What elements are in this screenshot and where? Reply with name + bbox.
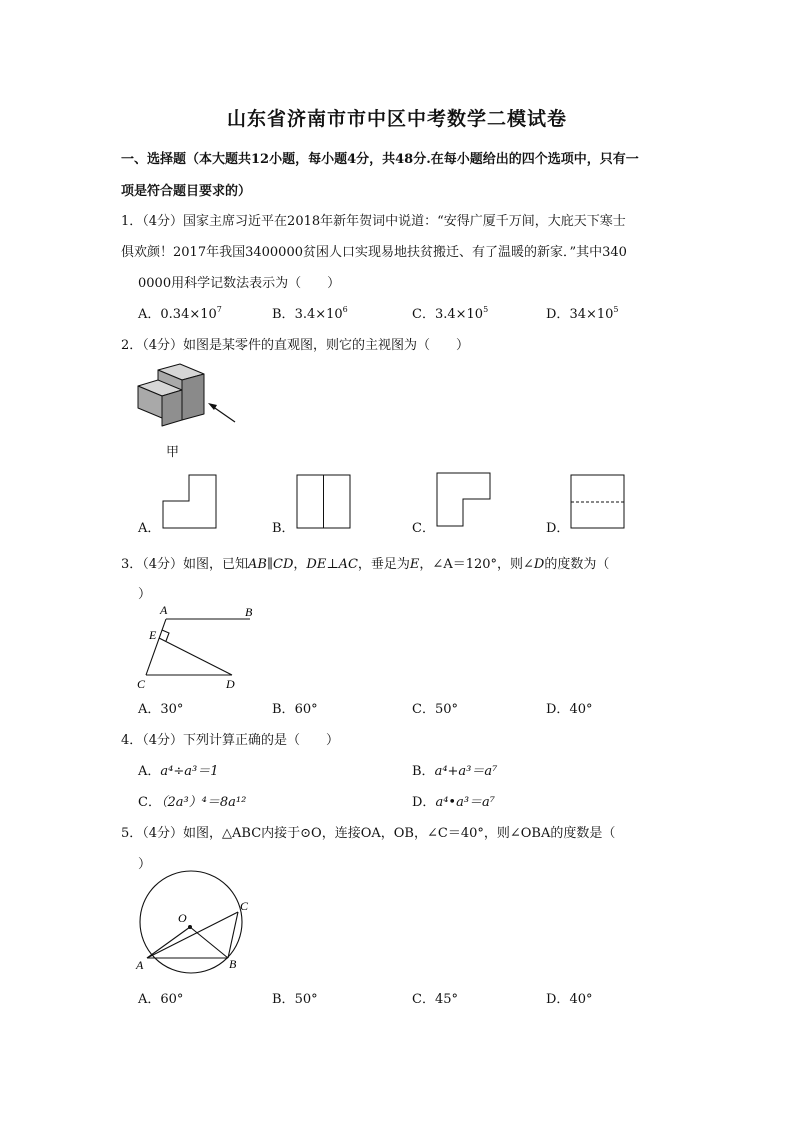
q2-figure-label: 甲	[166, 445, 180, 460]
q2-stem: 2．（4分）如图是某零件的直观图，则它的主视图为（ ）	[121, 338, 470, 353]
q2-option-a-figure	[162, 474, 218, 530]
point-label-c: C	[240, 899, 249, 913]
point-label-e: E	[149, 628, 157, 642]
q5-line1: 5．（4分）如图，△ABC内接于⊙O，连接OA，OB，∠C＝40°，则∠OBA的度数是（	[121, 826, 616, 841]
point-label-a: A	[136, 958, 144, 972]
q3-geometry-figure	[134, 603, 264, 693]
chord-ac	[147, 912, 238, 958]
q2-option-c-figure	[436, 472, 492, 528]
section-header-line1: 一、选择题（本大题共12小题，每小题4分，共48分.在每小题给出的四个选项中，只有一	[121, 152, 639, 167]
iso-riser	[162, 390, 182, 426]
q3-option-c[interactable]: C．50°	[412, 702, 458, 717]
q4-option-b[interactable]: B．a⁴+a³＝a⁷	[412, 764, 498, 779]
q3-stem: 3．（4分）如图，已知AB∥CD，DE⊥AC，垂足为E，∠A＝120°，则∠D的度数为（	[121, 557, 610, 572]
radius-ob	[190, 927, 228, 958]
q4-option-d[interactable]: D．a⁴•a³＝a⁷	[412, 795, 495, 810]
q1-option-b[interactable]: B．$3.4\times 10^6$	[272, 305, 348, 322]
q1-line1: 1．（4分）国家主席习近平在2018年新年贺词中说道：“安得广厦千万间，大庇天下寒士	[121, 214, 626, 229]
q3-option-a[interactable]: A．30°	[138, 702, 184, 717]
q5-option-c[interactable]: C．45°	[412, 992, 458, 1007]
view-arrow	[208, 403, 235, 422]
line-de	[159, 638, 232, 675]
point-label-c: C	[137, 677, 146, 691]
q5-option-d[interactable]: D．40°	[546, 992, 593, 1007]
q2-option-c-label[interactable]: C．	[412, 521, 435, 536]
q3-option-b[interactable]: B．60°	[272, 702, 318, 717]
q4-stem: 4．（4分）下列计算正确的是（ ）	[121, 733, 340, 748]
q1-line3: 0000用科学记数法表示为（ ）	[138, 276, 341, 291]
q5-circle-figure	[134, 870, 260, 980]
center-point	[188, 925, 192, 929]
right-angle-mark	[162, 630, 169, 641]
q1-option-d[interactable]: D．$34\times 10^5$	[546, 305, 619, 322]
q3-stem-line2: ）	[138, 587, 152, 602]
q5-option-b[interactable]: B．50°	[272, 992, 318, 1007]
point-label-b: B	[245, 605, 253, 619]
q5-option-a[interactable]: A．60°	[138, 992, 184, 1007]
point-label-a: A	[160, 603, 168, 617]
q1-option-c[interactable]: C．$3.4\times 10^5$	[412, 305, 489, 322]
q1-option-a[interactable]: A．$0.34\times 10^7$	[138, 305, 222, 322]
q2-option-d-label[interactable]: D．	[546, 521, 570, 536]
q2-option-d-figure	[570, 474, 626, 530]
radius-oa	[147, 927, 190, 958]
point-label-b: B	[229, 957, 237, 971]
q2-option-b-figure	[296, 474, 352, 530]
q4-option-a[interactable]: A．a⁴÷a³＝1	[138, 764, 219, 779]
q2-option-b-label[interactable]: B．	[272, 521, 295, 536]
q3-option-d[interactable]: D．40°	[546, 702, 593, 717]
q1-line2: 俱欢颜！2017年我国3400000贫困人口实现易地扶贫搬迁、有了温暖的新家．”其中340	[121, 245, 627, 260]
page-title: 山东省济南市市中区中考数学二模试卷	[226, 108, 567, 130]
q4-option-c[interactable]: C．（2a³）⁴＝8a¹²	[138, 795, 247, 810]
q2-option-a-label[interactable]: A．	[138, 521, 161, 536]
point-label-d: D	[226, 677, 235, 691]
point-label-o: O	[178, 911, 187, 925]
iso-side	[182, 374, 204, 420]
q5-line2: ）	[138, 857, 152, 872]
q2-isometric-figure	[130, 360, 245, 435]
section-header-line2: 项是符合题目要求的）	[121, 184, 252, 199]
